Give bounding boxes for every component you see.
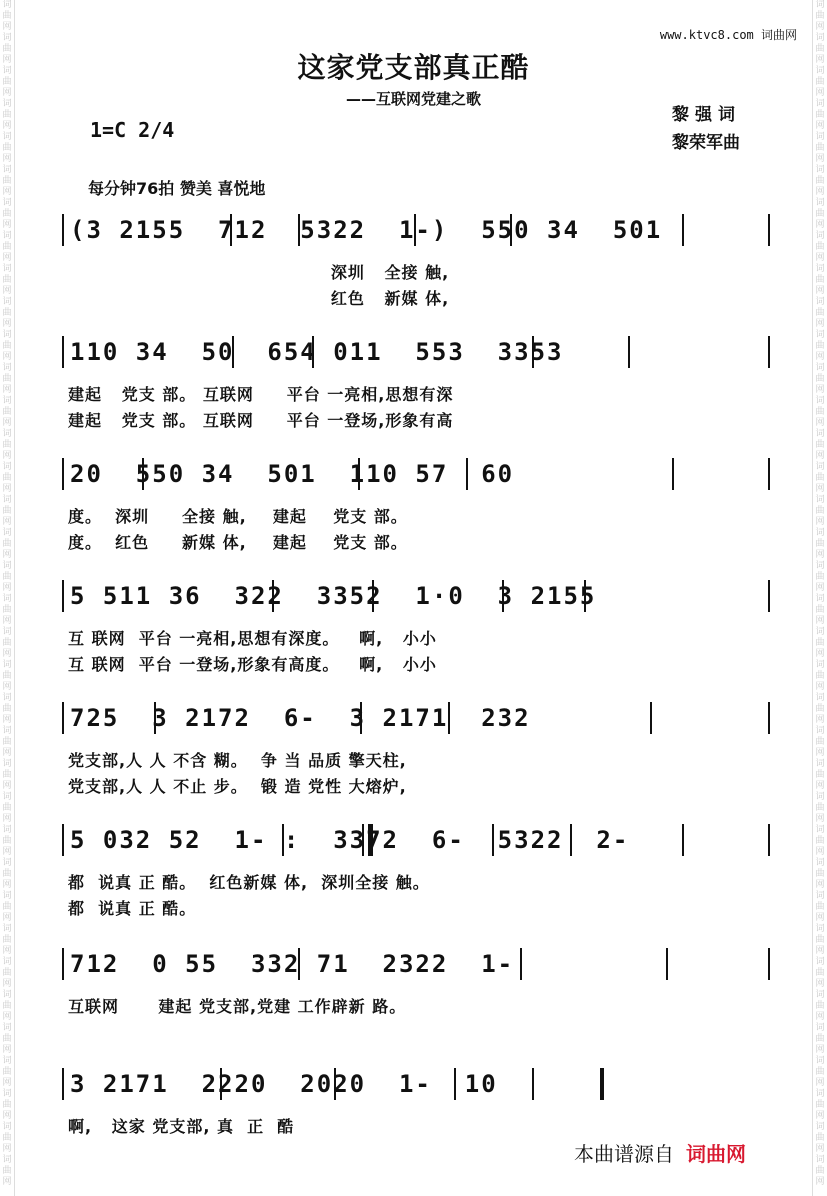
tempo-marking: 每分钟76拍 赞美 喜悦地 (88, 179, 266, 198)
watermark-text: 词曲网 (2, 198, 12, 230)
watermark-text: 词曲网 (2, 1122, 12, 1154)
barline (768, 214, 770, 246)
barline (62, 580, 64, 612)
barline (650, 702, 652, 734)
watermark-text: 词曲网 (2, 1023, 12, 1055)
notation-line: 3 2171 2220 2020 1- 10 (70, 1070, 498, 1098)
barline (62, 336, 64, 368)
watermark-text: 词曲网 (815, 858, 825, 890)
watermark-text: 词曲网 (815, 495, 825, 527)
watermark-text: 词曲网 (2, 66, 12, 98)
site-url[interactable]: www.ktvc8.com 词曲网 (659, 28, 797, 42)
lyric-line-1: 啊, 这家 党支部, 真 正 酷 (68, 1117, 295, 1136)
watermark-text: 词曲网 (815, 759, 825, 791)
lyric-line-2: 度。 红色 新媒 体, 建起 党支 部。 (68, 533, 408, 552)
watermark-text: 词曲网 (815, 462, 825, 494)
lyricist-credit: 黎强词 (672, 105, 741, 125)
watermark-text: 词曲网 (815, 429, 825, 461)
key-signature: 1=C 2/4 (90, 118, 175, 142)
barline (768, 824, 770, 856)
watermark-text: 词曲网 (2, 924, 12, 956)
watermark-text: 词曲网 (815, 297, 825, 329)
watermark-text: 词曲网 (815, 1155, 825, 1187)
watermark-text: 词曲网 (2, 957, 12, 989)
watermark-text: 词曲网 (815, 1056, 825, 1088)
barline (62, 824, 64, 856)
watermark-text: 词曲网 (2, 693, 12, 725)
watermark-text: 词曲网 (815, 33, 825, 65)
barline (768, 702, 770, 734)
barline (768, 458, 770, 490)
barline (62, 948, 64, 980)
watermark-text: 词曲网 (815, 957, 825, 989)
watermark-text: 词曲网 (2, 99, 12, 131)
watermark-text: 词曲网 (2, 528, 12, 560)
watermark-text: 词曲网 (2, 0, 12, 32)
lyric-line-1: 互 联网 平台 一亮相,思想有深度。 啊, 小小 (68, 629, 437, 648)
watermark-text: 词曲网 (2, 165, 12, 197)
notation-line: 725 3 2172 6- 3 2171 232 (70, 704, 531, 732)
watermark-text: 词曲网 (815, 594, 825, 626)
watermark-text: 词曲网 (2, 726, 12, 758)
lyric-line-2: 建起 党支 部。 互联网 平台 一登场,形象有高 (68, 411, 454, 430)
barline (62, 458, 64, 490)
watermark-text: 词曲网 (815, 726, 825, 758)
lyric-line-1: 建起 党支 部。 互联网 平台 一亮相,思想有深 (68, 385, 454, 404)
watermark-text: 词曲网 (2, 792, 12, 824)
barline (682, 214, 684, 246)
watermark-text: 词曲网 (815, 990, 825, 1022)
barline (62, 702, 64, 734)
watermark-text: 词曲网 (2, 627, 12, 659)
watermark-text: 词曲网 (2, 132, 12, 164)
watermark-text: 词曲网 (815, 396, 825, 428)
watermark-text: 词曲网 (2, 330, 12, 362)
watermark-text: 词曲网 (815, 330, 825, 362)
notation-line: (3 2155 712 5322 1-) 550 34 501 (70, 216, 663, 244)
watermark-text: 词曲网 (815, 231, 825, 263)
barline (62, 214, 64, 246)
watermark-text: 词曲网 (815, 528, 825, 560)
watermark-text: 词曲网 (815, 924, 825, 956)
watermark-text: 词曲网 (2, 1056, 12, 1088)
lyric-line-2: 红色 新媒 体, (68, 289, 450, 308)
song-subtitle: ——互联网党建之歌 (345, 90, 481, 108)
watermark-text: 词曲网 (815, 1122, 825, 1154)
barline (62, 1068, 64, 1100)
lyric-line-1: 度。 深圳 全接 触, 建起 党支 部。 (68, 507, 408, 526)
watermark-text: 词曲网 (815, 66, 825, 98)
watermark-text: 词曲网 (815, 363, 825, 395)
watermark-text: 词曲网 (2, 33, 12, 65)
watermark-text: 词曲网 (2, 429, 12, 461)
watermark-text: 词曲网 (2, 363, 12, 395)
watermark-right-strip (812, 0, 827, 1196)
source-credit (574, 1138, 746, 1167)
watermark-text: 词曲网 (2, 396, 12, 428)
barline (666, 948, 668, 980)
barline (682, 824, 684, 856)
watermark-text: 词曲网 (815, 825, 825, 857)
song-title: 这家党支部真正酷 (297, 51, 530, 84)
lyric-line-1: 互联网 建起 党支部,党建 工作辟新 路。 (68, 997, 407, 1016)
watermark-text: 词曲网 (815, 660, 825, 692)
watermark-text: 词曲网 (2, 858, 12, 890)
barline (672, 458, 674, 490)
watermark-text: 词曲网 (815, 132, 825, 164)
watermark-text: 词曲网 (2, 891, 12, 923)
watermark-text: 词曲网 (815, 1089, 825, 1121)
watermark-text: 词曲网 (815, 792, 825, 824)
lyric-line-1: 都 说真 正 酷。 红色新媒 体, 深圳全接 触。 (68, 873, 430, 892)
notation-line: 5 511 36 322 3352 1·0 3 2155 (70, 582, 597, 610)
watermark-text: 词曲网 (2, 1155, 12, 1187)
watermark-text: 词曲网 (815, 165, 825, 197)
source-prefix: 本曲谱源自 (574, 1142, 674, 1166)
lyric-line-1: 党支部,人 人 不含 糊。 争 当 品质 擎天柱, (68, 751, 407, 770)
watermark-text: 词曲网 (815, 627, 825, 659)
watermark-text: 词曲网 (2, 462, 12, 494)
watermark-text: 词曲网 (815, 264, 825, 296)
watermark-text: 词曲网 (2, 231, 12, 263)
barline (520, 948, 522, 980)
composer-credit: 黎荣军曲 (672, 133, 740, 153)
watermark-text: 词曲网 (2, 1089, 12, 1121)
watermark-left-strip (0, 0, 15, 1196)
watermark-text: 词曲网 (2, 264, 12, 296)
notation-line: 5 032 52 1- : 3372 6- 5322 2- (70, 826, 630, 854)
barline (768, 336, 770, 368)
lyric-line-1: 深圳 全接 触, (68, 263, 450, 282)
notation-line: 20 550 34 501 110 57 60 (70, 460, 515, 488)
lyric-line-2: 都 说真 正 酷。 (68, 899, 197, 918)
watermark-text: 词曲网 (2, 660, 12, 692)
watermark-text: 词曲网 (2, 759, 12, 791)
barline (768, 580, 770, 612)
watermark-text: 词曲网 (2, 297, 12, 329)
watermark-text: 词曲网 (815, 198, 825, 230)
watermark-text: 词曲网 (815, 0, 825, 32)
notation-line: 110 34 50 654 011 553 3353 (70, 338, 564, 366)
barline (532, 1068, 534, 1100)
lyric-line-2: 党支部,人 人 不止 步。 锻 造 党性 大熔炉, (68, 777, 407, 796)
barline (768, 948, 770, 980)
notation-line: 712 0 55 332 71 2322 1- (70, 950, 515, 978)
watermark-text: 词曲网 (2, 495, 12, 527)
watermark-text: 词曲网 (2, 990, 12, 1022)
watermark-text: 词曲网 (2, 825, 12, 857)
watermark-text: 词曲网 (815, 891, 825, 923)
watermark-text: 词曲网 (815, 99, 825, 131)
barline (628, 336, 630, 368)
source-brand[interactable]: 词曲网 (686, 1142, 746, 1166)
watermark-text: 词曲网 (2, 561, 12, 593)
lyric-line-2: 互 联网 平台 一登场,形象有高度。 啊, 小小 (68, 655, 437, 674)
watermark-text: 词曲网 (815, 1023, 825, 1055)
watermark-text: 词曲网 (815, 561, 825, 593)
watermark-text: 词曲网 (815, 693, 825, 725)
watermark-text: 词曲网 (2, 594, 12, 626)
barline (602, 1068, 604, 1100)
